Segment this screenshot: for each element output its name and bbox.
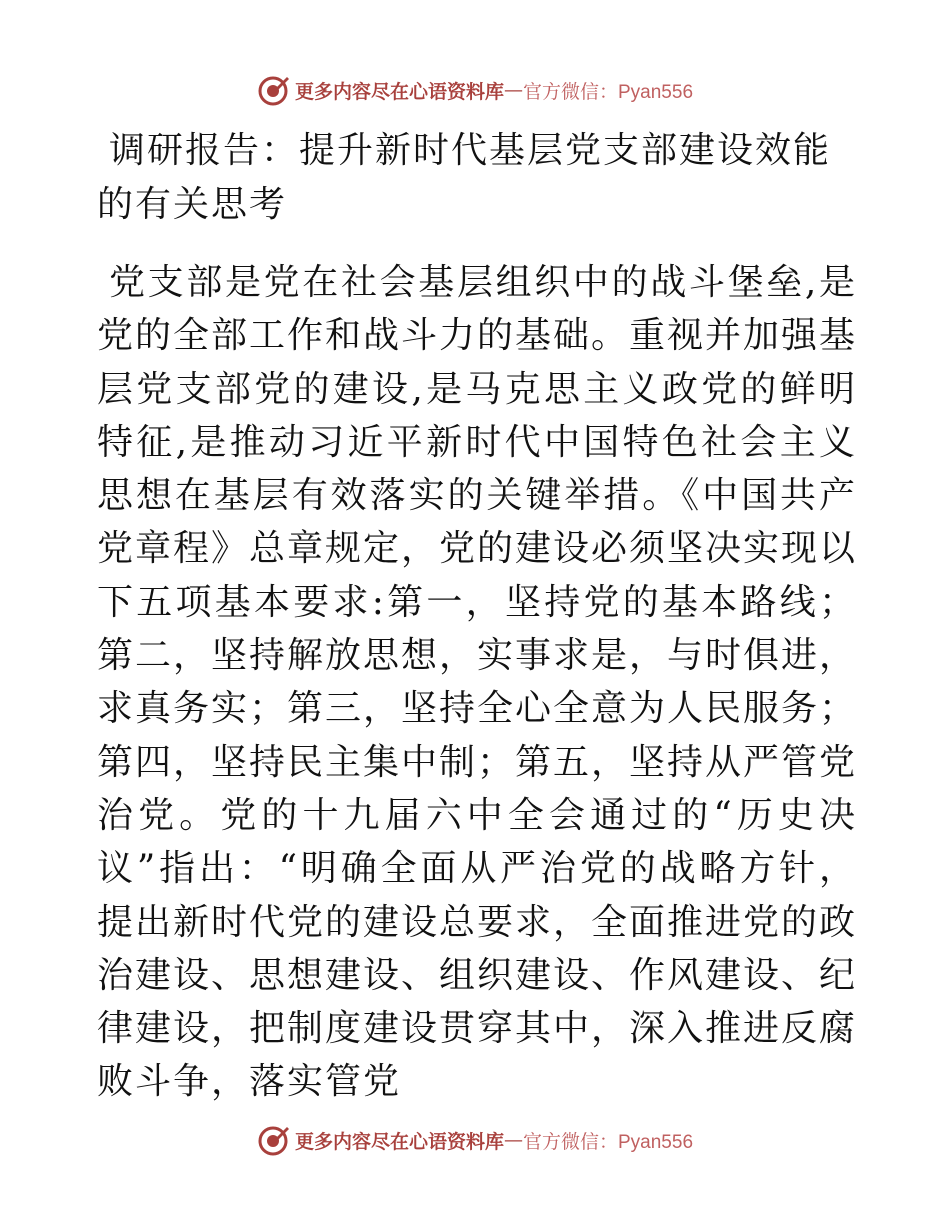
document-content [97, 124, 857, 1145]
footer-banner-main-text: 更多内容尽在心语资料库 [294, 1130, 504, 1153]
footer-banner [0, 1120, 950, 1160]
document-title: 调研报告：提升新时代基层党支部建设效能的有关思考 [97, 130, 832, 225]
pen-logo-icon [257, 1123, 291, 1157]
document-paragraph: 党支部是党在社会基层组织中的战斗堡垒,是党的全部工作和战斗力的基础。重视并加强基层党支部党的建设,是马克思主义政党的鲜明特征,是推动习近平新时代中国特色社会主义思想在基层有效落实的关键举措。《中国共产党章程》总章规定，党的建设必须坚决实现以下五项基本要求:第一，坚持党的基本路线；第二，坚持解放思想，实事求是，与时俱进，求真务实；第三，坚持全心全意为人民服务；第四，坚持民主集中制；第五，坚持从严管党治党。党的十九届六中全会通过的“历史决议”指出：“明确全面从严治党的战略方针，提出新时代党的建设总要求，全面推进党的政治建设、思想建设、组织建设、作风建设、纪律建设，把制度建设贯穿其中，深入推进反腐败斗争，落实管党 [97, 262, 858, 1103]
footer-banner-separator: — [504, 1129, 523, 1151]
header-banner [0, 70, 950, 110]
footer-banner-wechat-text: 官方微信：Pyan556 [523, 1131, 694, 1153]
banner-main-text: 更多内容尽在心语资料库 [294, 80, 504, 103]
banner-wechat-text: 官方微信：Pyan556 [523, 81, 694, 103]
pen-logo-icon [257, 73, 291, 107]
banner-separator: — [504, 79, 523, 101]
